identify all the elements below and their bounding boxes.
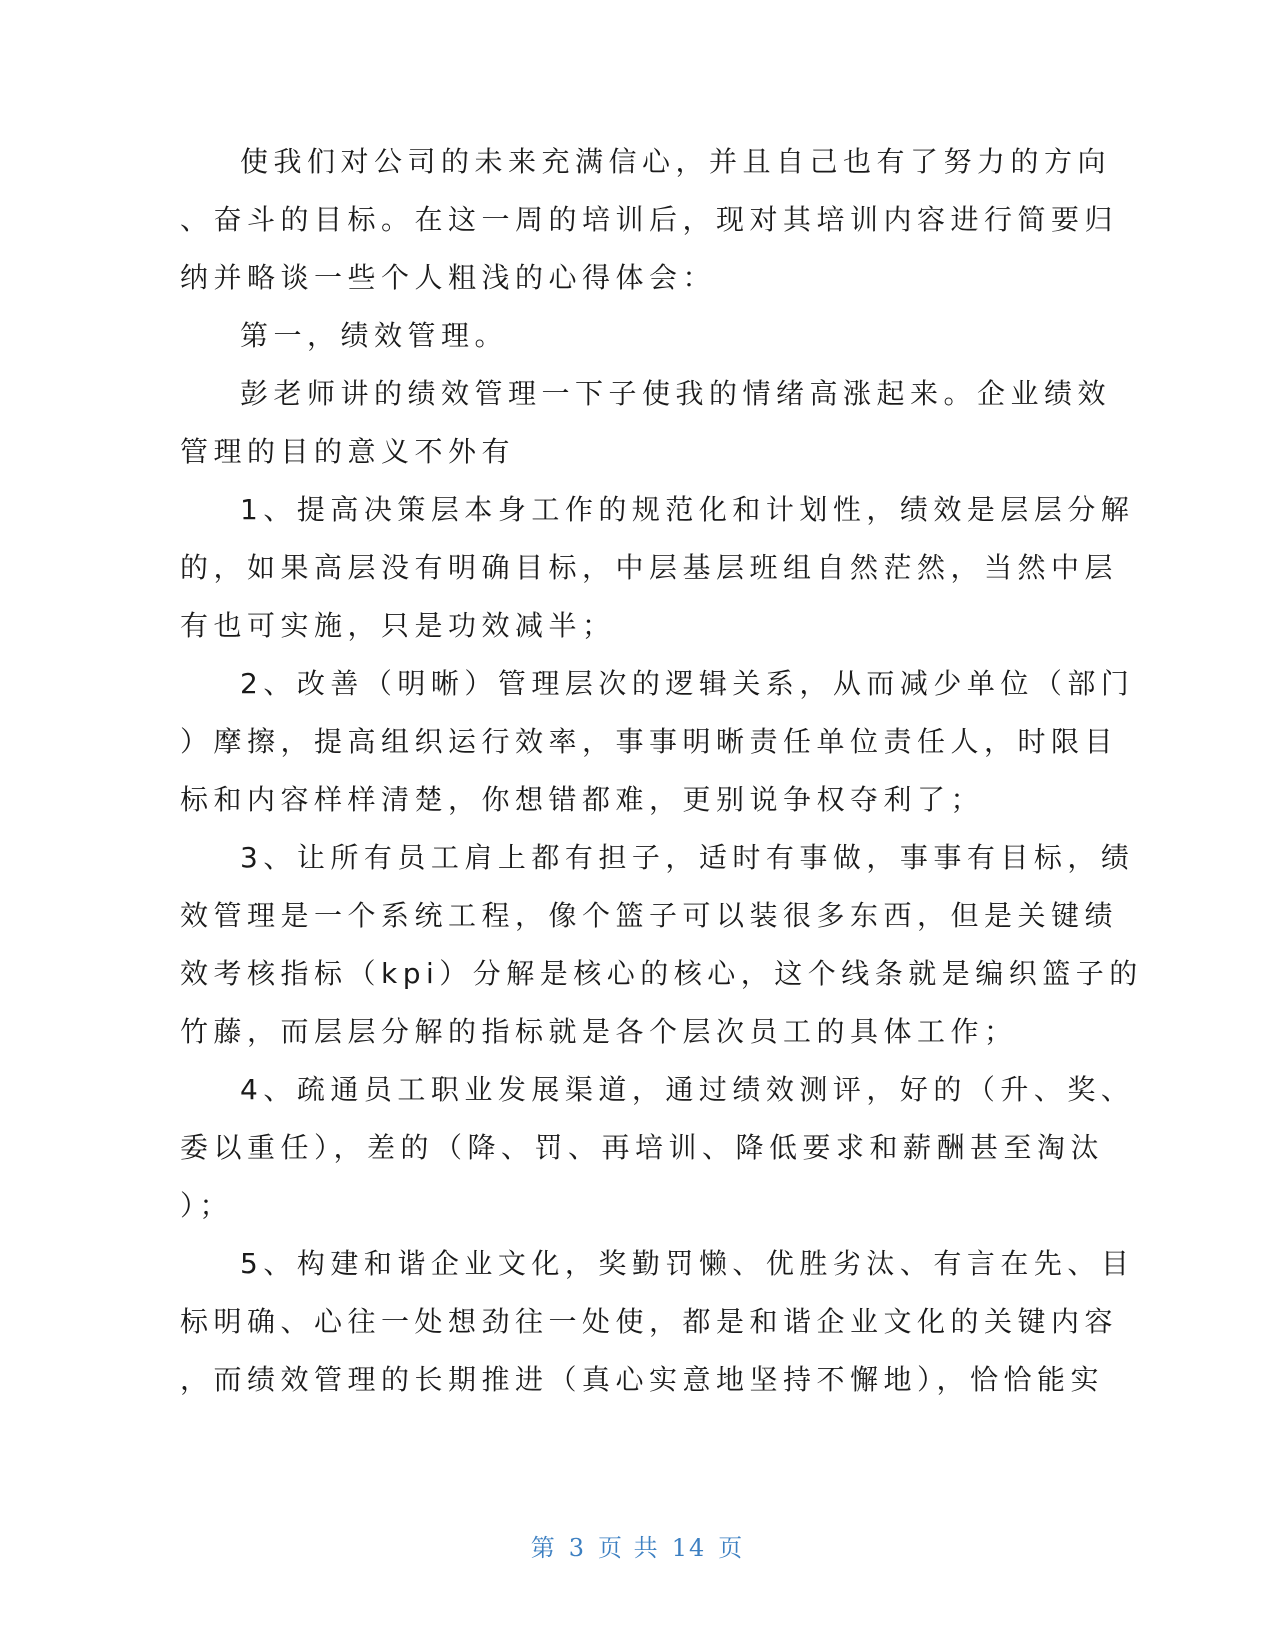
section-heading: 第一，绩效管理。 [240,319,509,352]
text-line: 彭老师讲的绩效管理一下子使我的情绪高涨起来。企业绩效 [240,377,1112,410]
text-line: ，而绩效管理的长期推进（真心实意地坚持不懈地），恰恰能实 [180,1363,1105,1396]
list-item-5: 5、构建和谐企业文化，奖勤罚懒、优胜劣汰、有言在先、目 [240,1247,1135,1280]
text-line: 纳并略谈一些个人粗浅的心得体会： [180,261,717,294]
footer-middle: 页 共 [598,1534,660,1562]
list-item-4: 4、疏通员工职业发展渠道，通过绩效测评，好的（升、奖、 [240,1073,1135,1106]
text-line: 竹藤，而层层分解的指标就是各个层次员工的具体工作； [180,1015,1018,1048]
total-page-count: 14 [671,1534,707,1562]
text-line: 使我们对公司的未来充满信心，并且自己也有了努力的方向 [240,145,1112,178]
text-line: 效管理是一个系统工程，像个篮子可以装很多东西，但是关键绩 [180,899,1119,932]
list-item-1: 1、提高决策层本身工作的规范化和计划性，绩效是层层分解 [240,493,1135,526]
text-line: 、奋斗的目标。在这一周的培训后，现对其培训内容进行简要归 [180,203,1119,236]
footer-prefix: 第 [530,1534,557,1562]
text-line: 的，如果高层没有明确目标，中层基层班组自然茫然，当然中层 [180,551,1119,584]
text-line: 管理的目的意义不外有 [180,435,516,468]
page-footer [0,1528,1275,1563]
text-line: 有也可实施，只是功效减半； [180,609,616,642]
text-line: 效考核指标（kpi）分解是核心的核心，这个线条就是编织篮子的 [180,957,1143,990]
list-item-2: 2、改善（明晰）管理层次的逻辑关系，从而减少单位（部门 [240,667,1135,700]
text-line: ）； [180,1189,234,1222]
text-line: 标和内容样样清楚，你想错都难，更别说争权夺利了； [180,783,985,816]
text-line: 委以重任），差的（降、罚、再培训、降低要求和薪酬甚至淘汰 [180,1131,1105,1164]
text-line: 标明确、心往一处想劲往一处使，都是和谐企业文化的关键内容 [180,1305,1119,1338]
current-page-number: 3 [568,1534,587,1562]
footer-suffix: 页 [718,1534,745,1562]
text-line: ）摩擦，提高组织运行效率，事事明晰责任单位责任人，时限目 [180,725,1119,758]
list-item-3: 3、让所有员工肩上都有担子，适时有事做，事事有目标，绩 [240,841,1135,874]
